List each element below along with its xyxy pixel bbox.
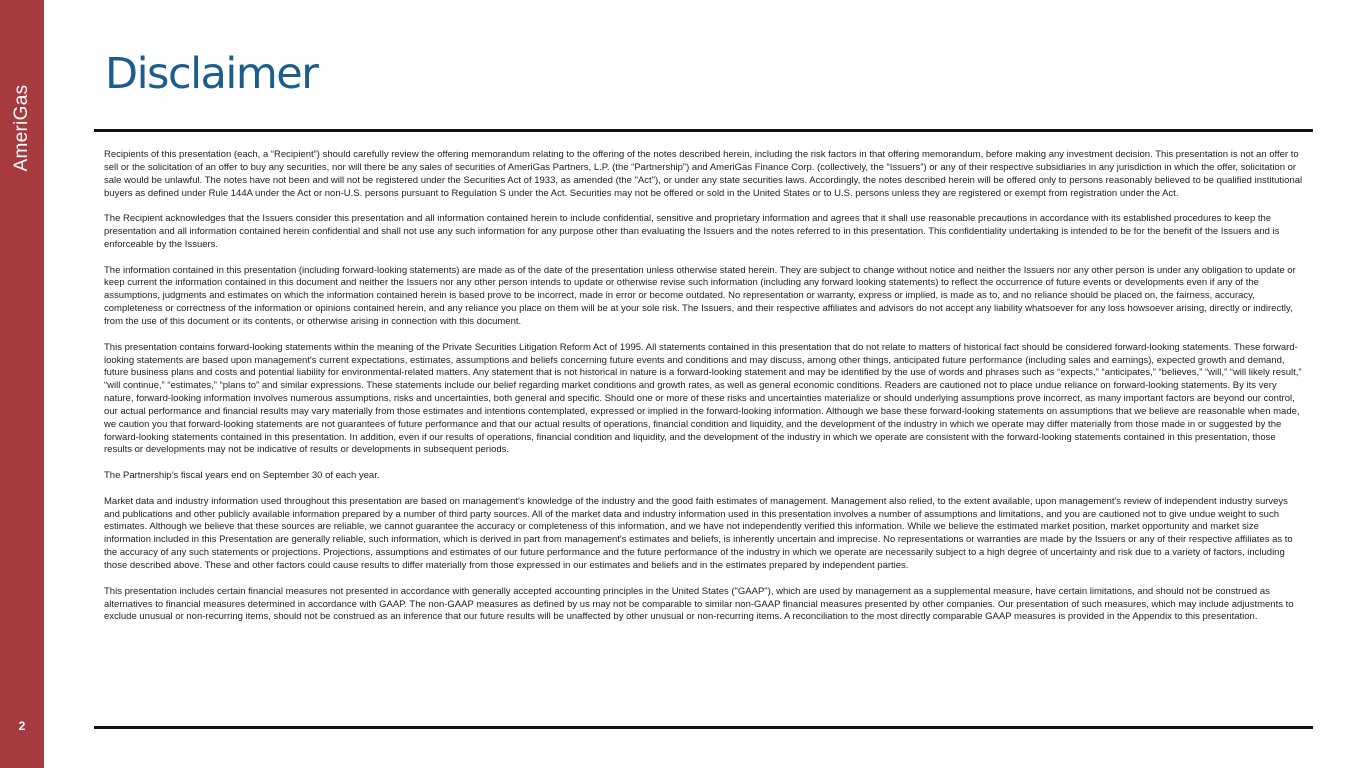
disclaimer-paragraph-non-gaap: This presentation includes certain financial measures not presented in accordance with generally accepted accounting principles in the United States ("GAAP"), which are used by management as a supplemental measure, have certain limitations, and should not be construed as alternatives to financial measures determined in accordance with GAAP. The non-GAAP measures as defined by us may not be comparable to similar non-GAAP financial measures presented by other companies. Our presentation of such measures, which may include adjustments to exclude unusual or non-recurring items, should not be construed as an inference that our future results will be unaffected by other unusual or non-recurring items. A reconciliation to the most directly comparable GAAP measures is provided in the Appendix to this presentation.: [104, 585, 1294, 623]
disclaimer-paragraph-confidentiality: The Recipient acknowledges that the Issuers consider this presentation and all information contained herein to include confidential, sensitive and proprietary information and agrees that it shall use reasonable precautions in accordance with its established procedures to keep the presentation and all information contained herein confidential and shall not use any such information for any purpose other than evaluating the Issuers and the notes referred to in this presentation. This confidentiality undertaking is intended to be for the benefit of the Issuers and is enforceable by the Issuers.: [104, 213, 1280, 250]
disclaimer-paragraph-offering: Recipients of this presentation (each, a “Recipient”) should carefully review the offering memorandum relating to the offering of the notes described herein, including the risk factors in that offering memorandum, before making any investment decision. This presentation is not an offer to sell or the solicitation of an offer to buy any securities, nor will there be any sales of securities of AmeriGas Partners, L.P. (the “Partnership”) and AmeriGas Finance Corp. (collectively, the “Issuers”) or any of their respective subsidiaries in any jurisdiction in which the offer, solicitation or sale would be unlawful. The notes have not been and will not be registered under the Securities Act of 1933, as amended (the "Act"), or under any state securities laws. Accordingly, the notes described herein will be offered only to persons reasonably believed to be qualified institutional buyers as defined under Rule 144A under the Act or non-U.S. persons pursuant to Regulation S under the Act. Securities may not be offered or sold in the United States or to U.S. persons unless they are registered or exempt from registration under the Act.: [104, 149, 1303, 199]
disclaimer-paragraph-forward-looking: This presentation contains forward-looking statements within the meaning of the Private Securities Litigation Reform Act of 1995. All statements contained in this presentation that do not relate to matters of historical fact should be considered forward-looking statements. These forward-looking statements are based upon management's current expectations, estimates, assumptions and beliefs concerning future events and conditions and may discuss, among other things, anticipated future performance (including sales and earnings), expected growth and demand, future business plans and costs and potential liability for environmental-related matters. Any statement that is not historical in nature is a forward-looking statement and may be identified by the use of words and phrases such as “expects,” “anticipates,” “believes,” “will,” “will likely result,” “will continue,” “estimates,” “plans to” and similar expressions. These statements include our belief regarding market conditions and growth rates, as well as general economic conditions. Readers are cautioned not to place undue reliance on forward-looking statements. By its very nature, forward-looking information involves numerous assumptions, risks and uncertainties, both general and specific. Should one or more of these risks and uncertainties materialize or should underlying assumptions prove incorrect, as many important factors are beyond our control, our actual performance and financial results may vary materially from those estimates and intentions contemplated, expressed or implied in the forward-looking information. Although we base these forward-looking statements on assumptions that we believe are reasonable when made, we caution you that forward-looking statements are not guarantees of future performance and that our actual results of operations, financial condition and liquidity, and the development of the industry in which we operate may differ materially from those made in or suggested by the forward-looking statements contained in this presentation. In addition, even if our results of operations, financial condition and liquidity, and the development of the industry in which we operate are consistent with the forward-looking statements contained in this presentation, those results or developments may not be indicative of results or developments in subsequent periods.: [104, 341, 1302, 456]
disclaimer-body: [104, 149, 1304, 637]
brand-logo-text: AmeriGas: [11, 84, 32, 172]
top-divider: [94, 129, 1313, 132]
brand-sidebar: [0, 0, 44, 768]
disclaimer-paragraph-fiscal-year: The Partnership’s fiscal years end on September 30 of each year.: [104, 470, 380, 482]
disclaimer-paragraph-information: The information contained in this presentation (including forward-looking statements) are made as of the date of the presentation unless otherwise stated herein. They are subject to change without notice and neither the Issuers nor any other person is under any obligation to update or keep current the information contained in this document and neither the Issuers nor any other person intends to update or otherwise revise such information (including any forward looking statements) to reflect the occurrence of future events or developments even if any of the assumptions, judgments and estimates on which the information contained herein is based prove to be incorrect, made in error or become outdated. No representation or warranty, express or implied, is made as to, and no reliance should be placed on, the fairness, accuracy, completeness or correctness of the information or opinions contained herein, and any reliance you place on them will be at your sole risk. The Issuers, and their respective affiliates and advisors do not accept any liability whatsoever for any loss howsoever arising, directly or indirectly, from the use of this document or its contents, or otherwise arising in connection with this document.: [104, 264, 1296, 327]
page-number: 2: [18, 719, 26, 733]
bottom-divider: [94, 726, 1313, 729]
page-title: Disclaimer: [105, 49, 318, 99]
disclaimer-paragraph-market-data: Market data and industry information used throughout this presentation are based on management's knowledge of the industry and the good faith estimates of management. Management also relied, to the extent available, upon management's review of independent industry surveys and publications and other publicly available information prepared by a number of third party sources. All of the market data and industry information used in this presentation involves a number of assumptions and limitations, and you are cautioned not to give undue weight to such estimates. Although we believe that these sources are reliable, we cannot guarantee the accuracy or completeness of this information, and we have not independently verified this information. While we believe the estimated market position, market opportunity and market size information included in this Presentation are generally reliable, such information, which is derived in part from management's estimates and beliefs, is inherently uncertain and imprecise. No representations or warranties are made by the Issuers or any of their respective affiliates as to the accuracy of any such statements or projections. Projections, assumptions and estimates of our future performance and the future performance of the industry in which we operate are necessarily subject to a high degree of uncertainty and risk due to a variety of factors, including those described above. These and other factors could cause results to differ materially from those expressed in our estimates and beliefs and in the estimates prepared by independent parties.: [104, 495, 1293, 571]
